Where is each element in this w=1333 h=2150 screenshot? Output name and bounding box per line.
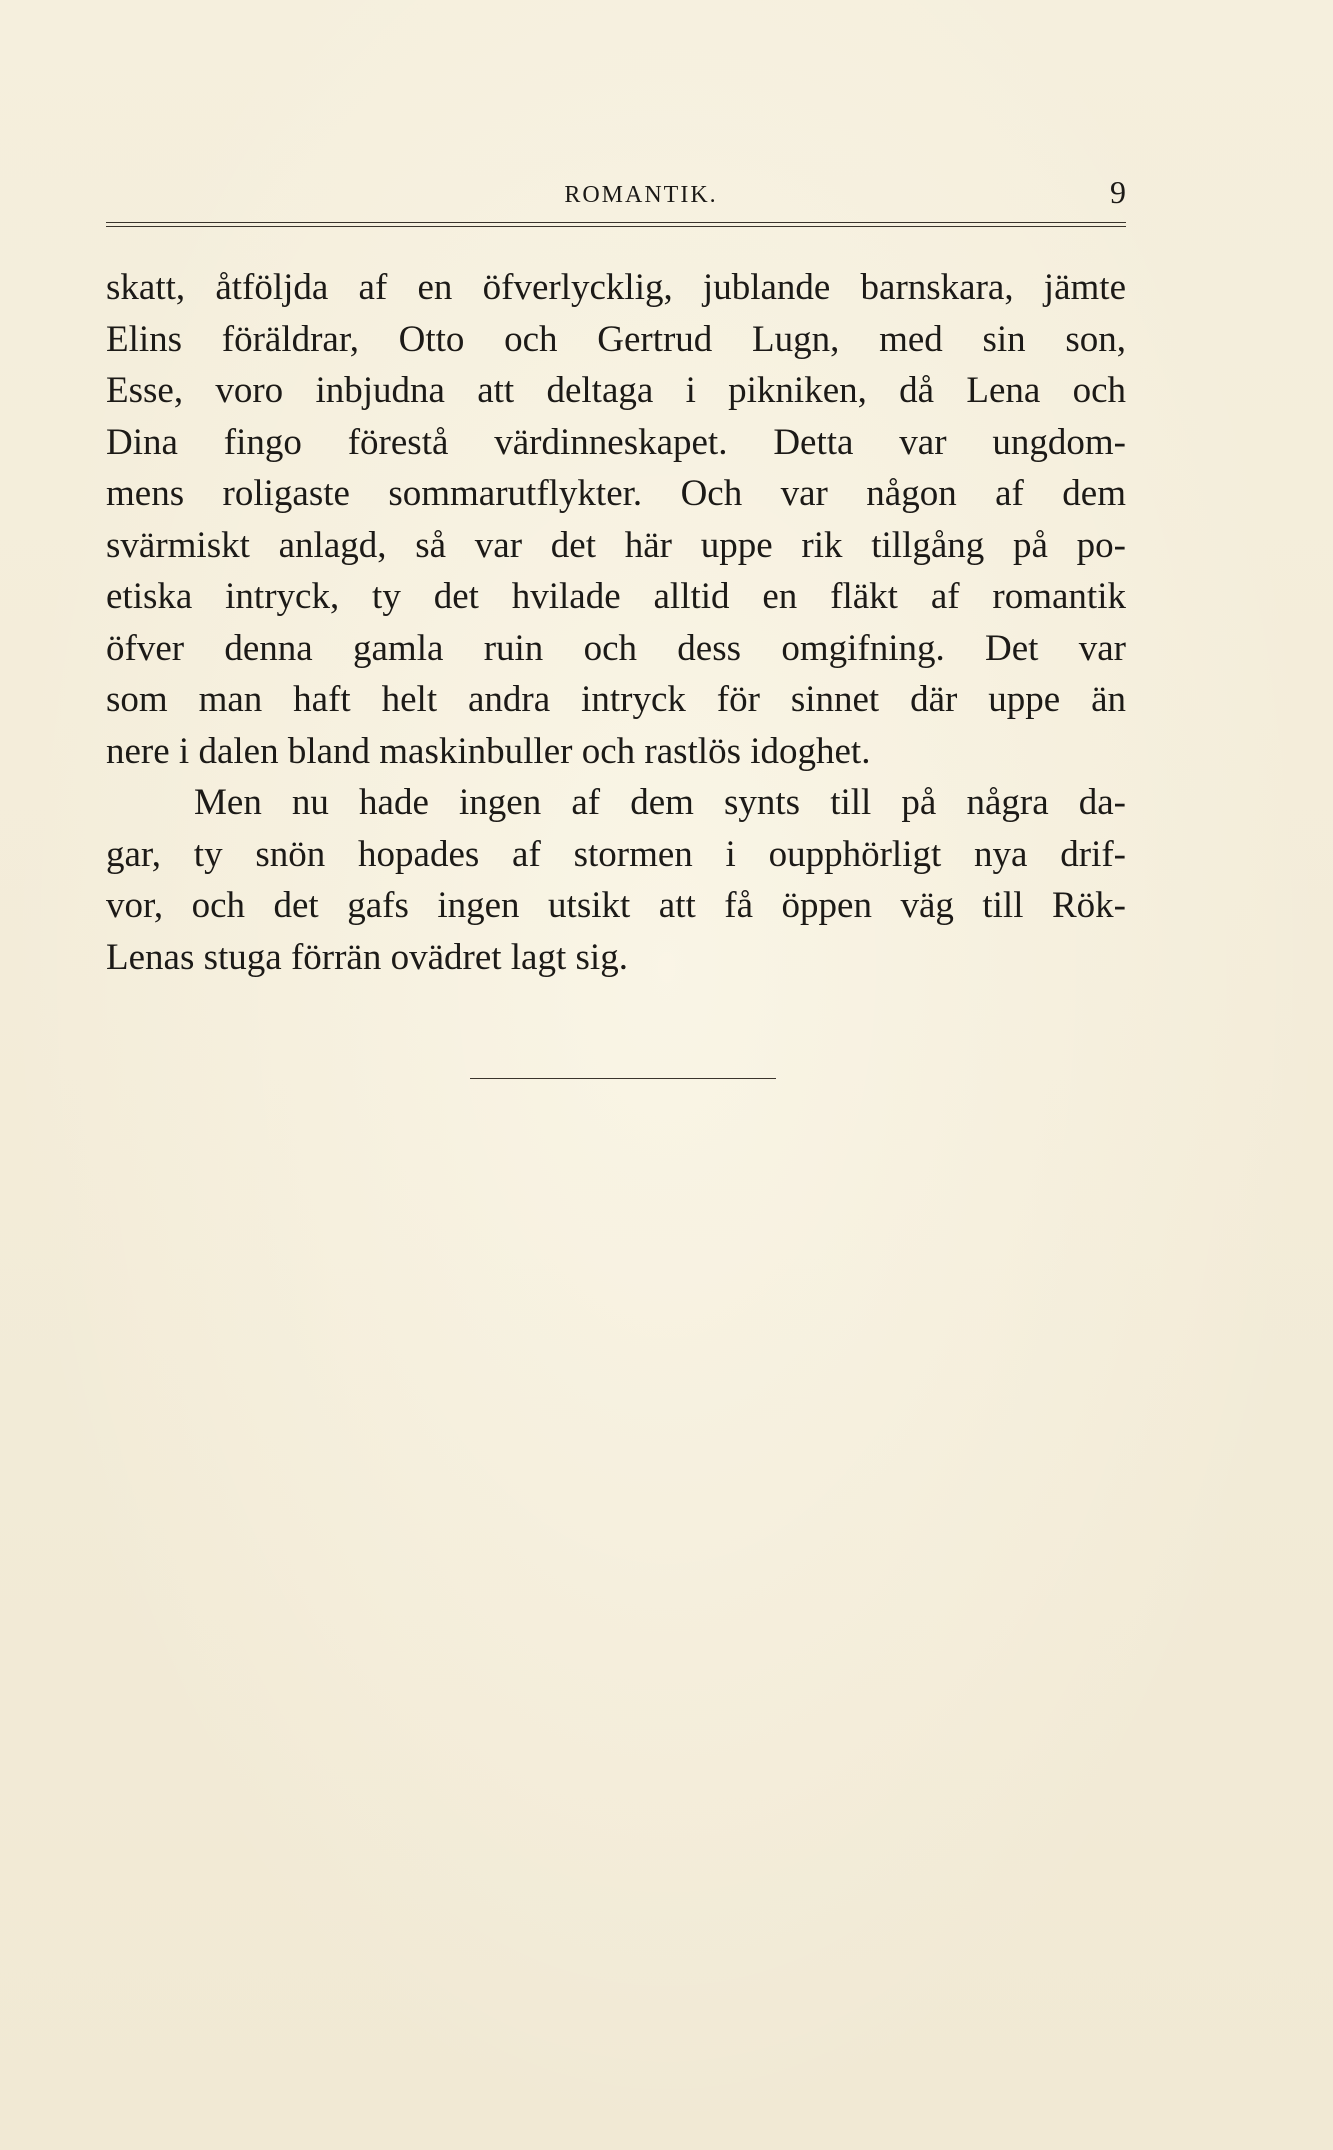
text-line: gar, ty snön hopades af stormen i oupphörligt nya drif-	[106, 833, 1126, 875]
body-text	[106, 262, 1126, 983]
text-line: mens roligaste sommarutflykter. Och var någon af dem	[106, 473, 1126, 514]
text-line: vor, och det gafs ingen utsikt att få öppen väg till Rök-	[106, 885, 1126, 926]
text-line: etiska intryck, ty det hvilade alltid en fläkt af romantik	[106, 576, 1126, 617]
text-line: som man haft helt andra intryck för sinnet där uppe än	[106, 679, 1126, 720]
header-rule	[106, 222, 1126, 227]
running-title: ROMANTIK.	[564, 182, 718, 208]
page-number: 9	[1110, 174, 1126, 210]
text-line: öfver denna gamla ruin och dess omgifning. Det var	[106, 627, 1126, 669]
text-line: svärmiskt anlagd, så var det här uppe rik tillgång på po-	[106, 524, 1126, 566]
text-line: Elins föräldrar, Otto och Gertrud Lugn, med sin son,	[106, 318, 1126, 360]
text-line: Esse, voro inbjudna att deltaga i pikniken, då Lena och	[106, 370, 1126, 411]
page-header	[106, 174, 1126, 214]
text-line: skatt, åtföljda af en öfverlycklig, jublande barnskara, jämte	[106, 267, 1126, 308]
text-line: Lenas stuga förrän ovädret lagt sig.	[106, 936, 628, 978]
text-line: nere i dalen bland maskinbuller och rastlös idoghet.	[106, 730, 871, 772]
text-line: Men nu hade ingen af dem synts till på några da-	[194, 782, 1126, 823]
text-line: Dina fingo förestå värdinneskapet. Detta var ungdom-	[106, 421, 1126, 463]
section-end-rule	[470, 1078, 776, 1079]
